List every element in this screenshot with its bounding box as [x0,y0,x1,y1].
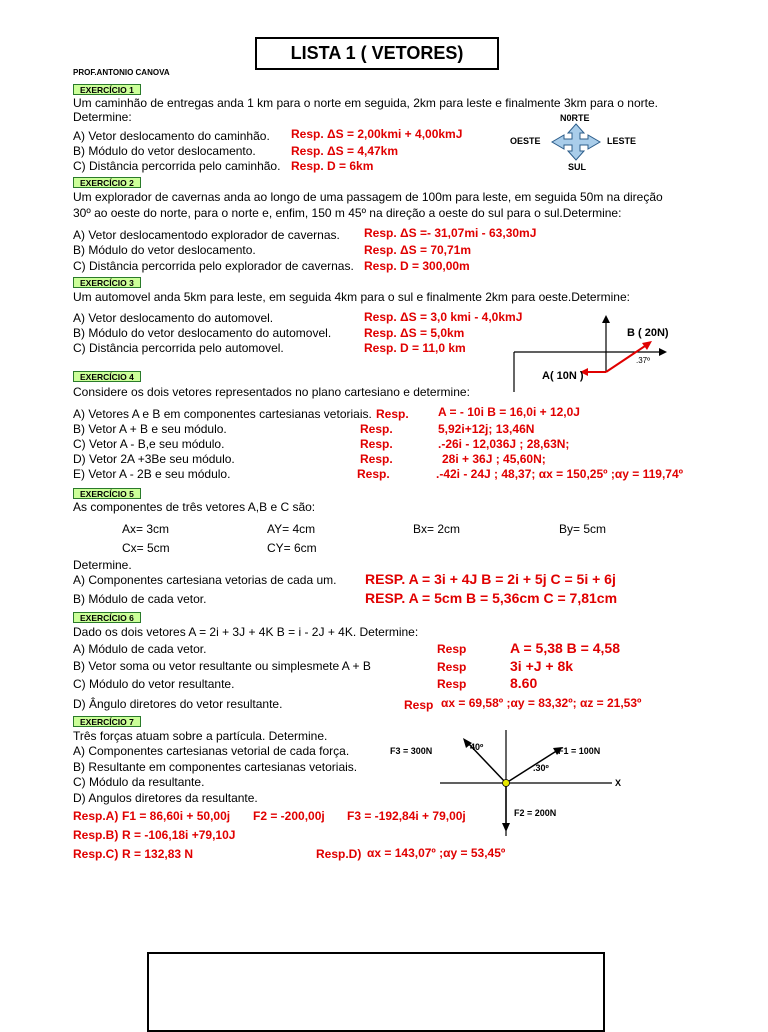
ex5-cy: CY= 6cm [267,541,317,555]
ex3-answer-b: Resp. ΔS = 5,0km [364,326,465,340]
ex5-question-b: B) Módulo de cada vetor. [73,592,207,606]
ex4-resp-e: Resp. [357,467,390,481]
ex4-answer-e: .-42i - 24J ; 48,37; αx = 150,25º ;αy = 119,74º [436,467,684,481]
ex7-answer-f2: F2 = -200,00j [253,809,325,823]
ex2-question-c: C) Distância percorrida pelo explorador de cavernas. [73,259,354,273]
ex4-answer-b: 5,92i+12j; 13,46N [438,422,535,436]
exercise-1-label: EXERCÍCIO 1 [73,84,141,95]
ex3-answer-c: Resp. D = 11,0 km [364,341,466,355]
ex6-question-b: B) Vetor soma ou vetor resultante ou simplesmete A + B [73,659,371,673]
ex1-question-a: A) Vetor deslocamento do caminhão. [73,129,270,143]
ex1-statement-1: Um caminhão de entregas anda 1 km para o norte em seguida, 2km para leste e finalmente 3km para o norte. [73,96,658,110]
ex4-resp-c: Resp. [360,437,393,451]
ex7-answer-f1: F1 = 86,60i + 50,00j [122,809,231,823]
ex6-statement-1: Dado os dois vetores A = 2i + 3J + 4K B = i - 2J + 4K. Determine: [73,625,419,639]
ex5-cx: Cx= 5cm [122,541,170,555]
ex4-resp-d: Resp. [360,452,393,466]
angle-40-label: 40º [470,742,484,752]
ex5-answer-b: RESP. A = 5cm B = 5,36cm C = 7,81cm [365,590,618,606]
ex7-question-c: C) Módulo da resultante. [73,775,205,789]
ex3-question-c: C) Distância percorrida pelo automovel. [73,341,284,355]
ex2-question-a: A) Vetor deslocamentodo explorador de cavernas. [73,228,340,242]
ex1-question-c: C) Distância percorrida pelo caminhão. [73,159,281,173]
compass-east-label: LESTE [607,136,637,146]
ex6-answer-d: αx = 69,58º ;αy = 83,32º; αz = 21,53º [441,696,642,710]
ex2-question-b: B) Módulo do vetor deslocamento. [73,243,256,257]
footer-box [147,952,605,1032]
ex4-resp-b: Resp. [360,422,393,436]
ex2-statement-1: Um explorador de cavernas anda ao longo de uma passagem de 100m para leste, em seguida 50m na direção [73,190,663,204]
ex7-answer-b: R = -106,18i +79,10J [122,828,236,842]
force-f1-label: F1 = 100N [558,746,601,756]
compass-west-label: OESTE [510,136,541,146]
ex5-statement-1: As componentes de três vetores A,B e C são: [73,500,316,514]
ex1-answer-a: Resp. ΔS = 2,00kmi + 4,00kmJ [291,127,463,141]
exercise-2-label: EXERCÍCIO 2 [73,177,141,188]
angle-30-label: .30º [533,763,549,773]
ex7-resp-a-label: Resp.A) [73,809,119,823]
ex3-answer-a: Resp. ΔS = 3,0 kmi - 4,0kmJ [364,310,523,324]
ex2-answer-b: Resp. ΔS = 70,71m [364,243,472,257]
ex2-answer-a: Resp. ΔS =- 31,07mi - 63,30mJ [364,226,537,240]
page-title: LISTA 1 ( VETORES) [255,37,499,70]
ex4-question-b: B) Vetor A + B e seu módulo. [73,422,227,436]
ex4-question-a: A) Vetores A e B em componentes cartesianas vetoriais. [73,407,372,421]
compass-rose-icon [548,122,604,162]
ex6-resp-a: Resp [437,642,467,656]
ex3-question-b: B) Módulo do vetor deslocamento do automovel. [73,326,332,340]
ex6-answer-a: A = 5,38 B = 4,58 [510,640,620,656]
ex7-answer-d: αx = 143,07º ;αy = 53,45º [367,846,506,860]
ex4-resp-a: Resp. [376,407,409,421]
ex7-question-a: A) Componentes cartesianas vetorial de cada força. [73,744,350,758]
vector-a-label: A( 10N ) [542,370,584,382]
exercise-3-label: EXERCÍCIO 3 [73,277,141,288]
professor-name: PROF.ANTONIO CANOVA [73,68,170,77]
ex5-question-a: A) Componentes cartesiana vetorias de cada um. [73,573,337,587]
ex6-question-a: A) Módulo de cada vetor. [73,642,207,656]
ex1-statement-2: Determine: [73,110,132,124]
ex1-answer-b: Resp. ΔS = 4,47km [291,144,399,158]
exercise-7-label: EXERCÍCIO 7 [73,716,141,727]
ex4-question-e: E) Vetor A - 2B e seu módulo. [73,467,231,481]
ex5-by: By= 5cm [559,522,607,536]
ex7-resp-b-label: Resp.B) [73,828,119,842]
ex6-answer-b: 3i +J + 8k [510,658,574,674]
ex5-ax: Ax= 3cm [122,522,170,536]
ex7-question-d: D) Angulos diretores da resultante. [73,791,258,805]
force-diagram-ex7 [430,728,630,838]
ex7-statement-1: Três forças atuam sobre a partícula. Determine. [73,729,328,743]
ex6-resp-d: Resp [404,698,434,712]
vector-diagram-ex4 [510,312,670,392]
ex3-question-a: A) Vetor deslocamento do automovel. [73,311,274,325]
ex5-ay: AY= 4cm [267,522,316,536]
ex2-answer-c: Resp. D = 300,00m [364,259,470,273]
ex5-answer-a: RESP. A = 3i + 4J B = 2i + 5j C = 5i + 6j [365,571,616,587]
ex5-bx: Bx= 2cm [413,522,461,536]
ex6-resp-c: Resp [437,677,467,691]
force-f3-label: F3 = 300N [390,746,433,756]
ex7-resp-d-label: Resp.D) [316,847,362,861]
ex4-answer-d: 28i + 36J ; 45,60N; [442,452,546,466]
exercise-4-label: EXERCÍCIO 4 [73,371,141,382]
ex4-question-c: C) Vetor A - B,e seu módulo. [73,437,225,451]
ex6-question-c: C) Módulo do vetor resultante. [73,677,235,691]
ex4-statement-1: Considere os dois vetores representados no plano cartesiano e determine: [73,385,470,399]
exercise-5-label: EXERCÍCIO 5 [73,488,141,499]
ex7-answer-c: R = 132,83 N [122,847,194,861]
exercise-6-label: EXERCÍCIO 6 [73,612,141,623]
ex4-question-d: D) Vetor 2A +3Be seu módulo. [73,452,235,466]
ex4-answer-a: A = - 10i B = 16,0i + 12,0J [438,405,580,419]
ex7-question-b: B) Resultante em componentes cartesianas vetoriais. [73,760,358,774]
ex6-resp-b: Resp [437,660,467,674]
compass-north-label: N0RTE [560,113,590,123]
vector-b-label: B ( 20N) [627,327,669,339]
angle-37-label: .37º [636,356,651,365]
ex1-question-b: B) Módulo do vetor deslocamento. [73,144,256,158]
ex5-determine: Determine. [73,558,132,572]
force-f2-label: F2 = 200N [514,808,557,818]
ex2-statement-2: 30º ao oeste do norte, para o norte e, enfim, 150 m 45º na direção a oeste do sul para o sul.Determine: [73,206,622,220]
ex4-answer-c: .-26i - 12,036J ; 28,63N; [438,437,570,451]
ex3-statement-1: Um automovel anda 5km para leste, em seguida 4km para o sul e finalmente 2km para oeste.Determine: [73,290,630,304]
ex6-question-d: D) Ângulo diretores do vetor resultante. [73,697,283,711]
compass-south-label: SUL [568,162,586,172]
ex1-answer-c: Resp. D = 6km [291,159,374,173]
x-axis-label: X [615,778,622,788]
ex7-resp-c-label: Resp.C) [73,847,119,861]
ex7-answer-f3: F3 = -192,84i + 79,00j [347,809,466,823]
ex6-answer-c: 8.60 [510,675,538,691]
